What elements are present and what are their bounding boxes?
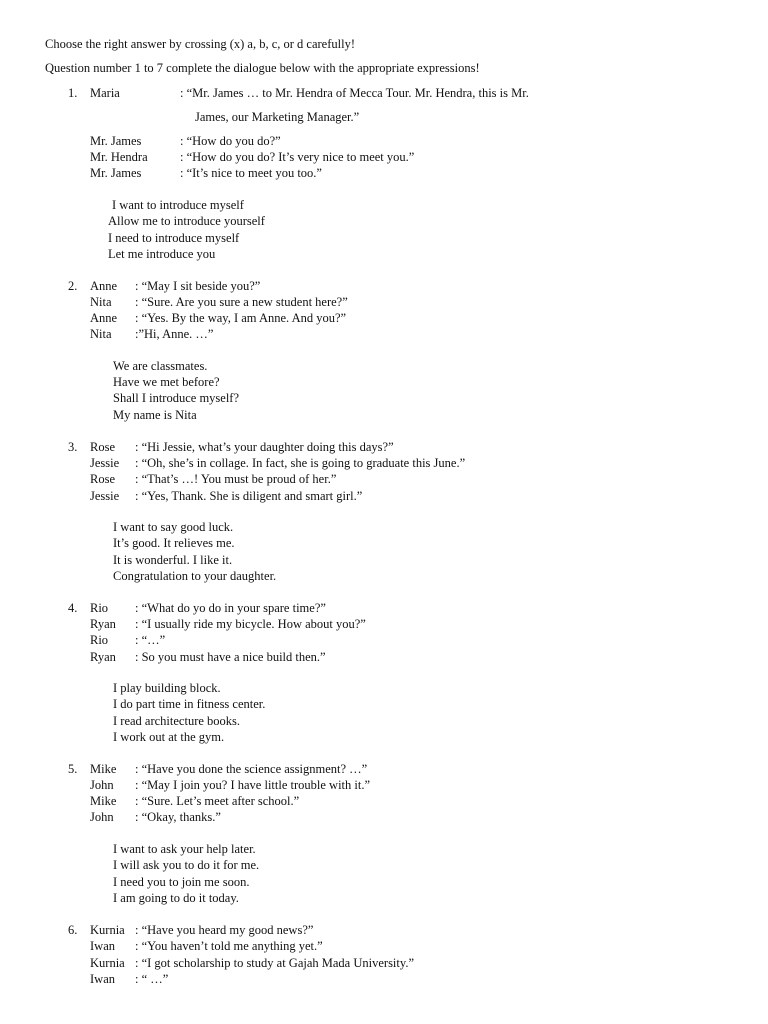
speaker: Mike [90, 794, 117, 808]
utterance: : “You haven’t told me anything yet.” [135, 939, 323, 953]
speaker: Kurnia [90, 923, 125, 937]
answer-option: Allow me to introduce yourself [108, 214, 265, 228]
utterance: : “I usually ride my bicycle. How about you?” [135, 617, 366, 631]
answer-option: My name is Nita [113, 408, 197, 422]
utterance: : “Have you heard my good news?” [135, 923, 314, 937]
question-number: 1. [68, 86, 78, 100]
utterance: : “ …” [135, 972, 169, 986]
speaker: John [90, 810, 114, 824]
speaker: Maria [90, 86, 120, 100]
answer-option: I want to introduce myself [112, 198, 244, 212]
answer-option: Congratulation to your daughter. [113, 569, 277, 583]
utterance: : “Okay, thanks.” [135, 810, 221, 824]
answer-option: Shall I introduce myself? [113, 391, 240, 405]
speaker: Rio [90, 633, 109, 647]
speaker: Iwan [90, 972, 115, 986]
question-number: 2. [68, 279, 78, 293]
answer-option: It is wonderful. I like it. [113, 553, 233, 567]
utterance: : “Oh, she’s in collage. In fact, she is going to graduate this June.” [135, 456, 466, 470]
speaker: Anne [90, 279, 118, 293]
utterance: : “Have you done the science assignment? …” [135, 762, 368, 776]
speaker: Ryan [90, 650, 116, 664]
answer-option: I need you to join me soon. [113, 875, 250, 889]
answer-option: I work out at the gym. [113, 730, 225, 744]
answer-option: I am going to do it today. [113, 891, 239, 905]
speaker: Jessie [90, 456, 120, 470]
utterance: : “May I sit beside you?” [135, 279, 261, 293]
answer-option: Let me introduce you [108, 247, 216, 261]
utterance: :”Hi, Anne. …” [135, 327, 214, 341]
utterance: : “Mr. James … to Mr. Hendra of Mecca Tour. Mr. Hendra, this is Mr. [180, 86, 529, 100]
speaker: Rose [90, 440, 115, 454]
speaker: Nita [90, 327, 112, 341]
answer-option: I need to introduce myself [108, 231, 240, 245]
question-number: 3. [68, 440, 78, 454]
speaker: Nita [90, 295, 112, 309]
utterance: : “Hi Jessie, what’s your daughter doing this days?” [135, 440, 394, 454]
utterance: : “Yes. By the way, I am Anne. And you?” [135, 311, 347, 325]
answer-option: I play building block. [113, 681, 221, 695]
utterance: : “Yes, Thank. She is diligent and smart girl.” [135, 489, 363, 503]
answer-option: I will ask you to do it for me. [113, 858, 260, 872]
speaker: Mr. James [90, 166, 142, 180]
speaker: Anne [90, 311, 118, 325]
speaker: Rose [90, 472, 115, 486]
utterance: : “…” [135, 633, 166, 647]
answer-option: I want to say good luck. [113, 520, 234, 534]
speaker: Jessie [90, 489, 120, 503]
utterance: : “Sure. Let’s meet after school.” [135, 794, 300, 808]
utterance: : “That’s …! You must be proud of her.” [135, 472, 337, 486]
question-number: 5. [68, 762, 78, 776]
utterance: : “It’s nice to meet you too.” [180, 166, 322, 180]
speaker: Rio [90, 601, 109, 615]
utterance: : “What do yo do in your spare time?” [135, 601, 326, 615]
speaker: John [90, 778, 114, 792]
answer-option: Have we met before? [113, 375, 220, 389]
instruction-line-1: Choose the right answer by crossing (x) a, b, c, or d carefully! [45, 37, 355, 51]
answer-option: It’s good. It relieves me. [113, 536, 235, 550]
speaker: Iwan [90, 939, 115, 953]
instruction-line-2: Question number 1 to 7 complete the dialogue below with the appropriate expressions! [45, 61, 480, 75]
answer-option: I read architecture books. [113, 714, 241, 728]
answer-option: I want to ask your help later. [113, 842, 256, 856]
speaker: Ryan [90, 617, 116, 631]
utterance: : So you must have a nice build then.” [135, 650, 326, 664]
utterance: : “How do you do?” [180, 134, 281, 148]
utterance: : “Sure. Are you sure a new student here?” [135, 295, 348, 309]
utterance: James, our Marketing Manager.” [195, 110, 360, 124]
question-number: 4. [68, 601, 78, 615]
answer-option: I do part time in fitness center. [113, 697, 266, 711]
utterance: : “I got scholarship to study at Gajah Mada University.” [135, 956, 414, 970]
utterance: : “May I join you? I have little trouble with it.” [135, 778, 371, 792]
speaker: Kurnia [90, 956, 125, 970]
answer-option: We are classmates. [113, 359, 208, 373]
speaker: Mike [90, 762, 117, 776]
speaker: Mr. James [90, 134, 142, 148]
question-number: 6. [68, 923, 78, 937]
utterance: : “How do you do? It’s very nice to meet you.” [180, 150, 415, 164]
speaker: Mr. Hendra [90, 150, 148, 164]
